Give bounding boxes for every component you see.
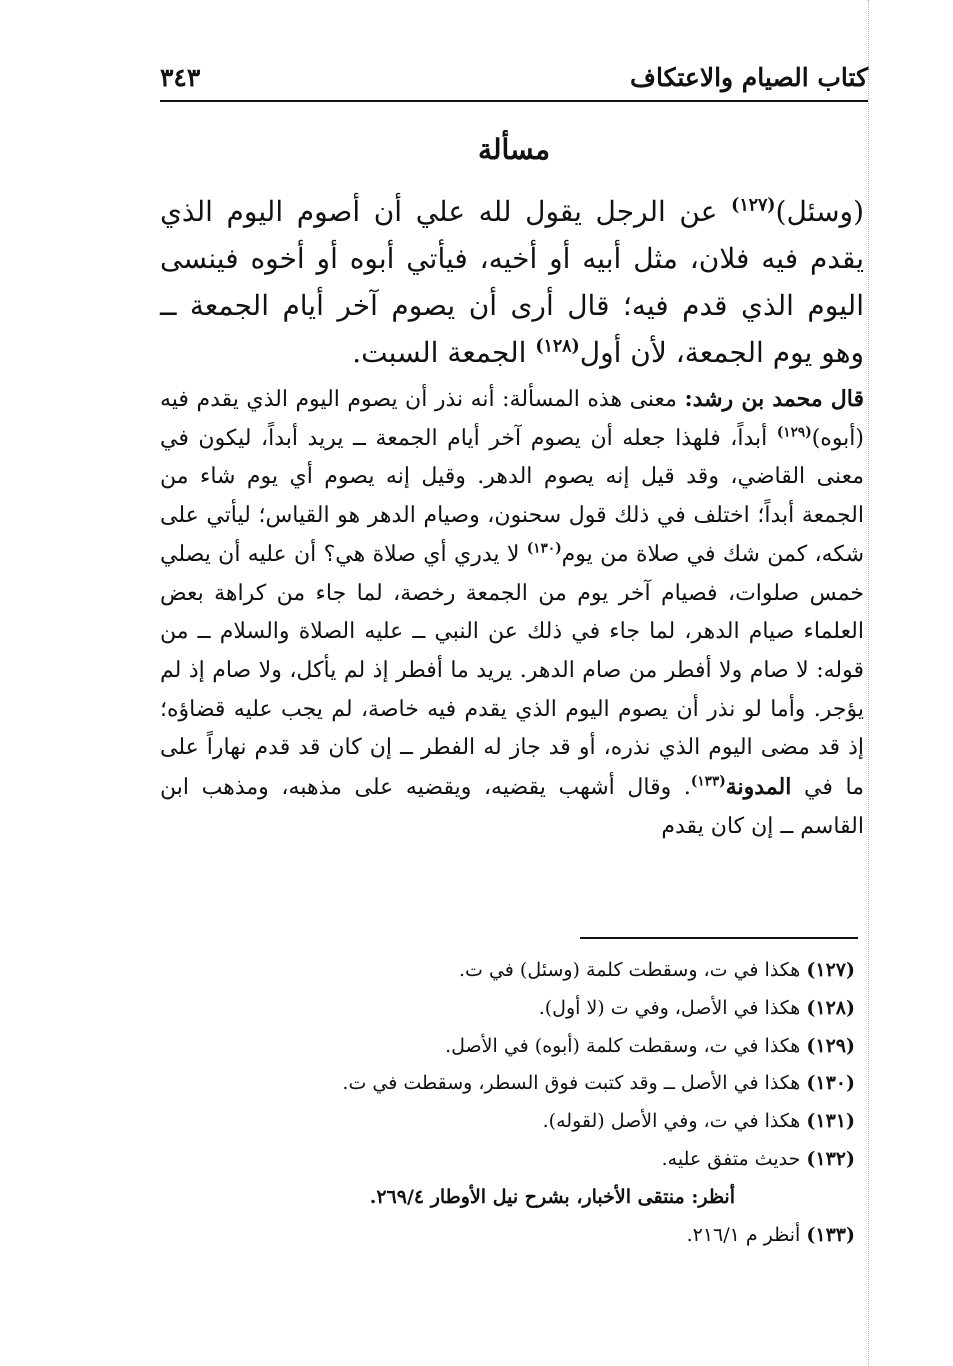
footnote-text: أنظر: منتقى الأخبار، بشرح نيل الأوطار ٢٦٩/٤. [369, 1185, 735, 1208]
para1-text-3: الجمعة السبت. [352, 336, 536, 369]
footnote-number: (١٣٣) [806, 1223, 855, 1246]
footnote-number: (١٢٨) [806, 996, 855, 1019]
page-number: ٣٤٣ [160, 63, 201, 92]
footnote-text: هكذا في الأصل ــ وقد كتبت فوق السطر، وسقطت في ت. [342, 1072, 801, 1095]
source-name-mudawwana: المدونة [725, 774, 792, 801]
footnote-text: أنظر م ٢١٦/١. [686, 1223, 801, 1246]
footnote-text: هكذا في الأصل، وفي ت (لا أول). [538, 996, 801, 1019]
footnote-item-continuation [300, 1179, 855, 1217]
footnote-text: حديث متفق عليه. [661, 1147, 801, 1170]
footnote-text: هكذا في ت، وسقطت كلمة (أبوه) في الأصل. [445, 1034, 801, 1057]
footnote-ref-133: (١٣٣) [690, 773, 726, 790]
para1-text-1: (وسئل) [775, 195, 864, 228]
footnote-text: هكذا في ت، وفي الأصل (لقوله). [542, 1110, 801, 1133]
footnote-number: (١٣١) [806, 1110, 855, 1133]
question-paragraph [160, 188, 864, 376]
footnote-item [300, 952, 855, 990]
page-header [160, 58, 868, 102]
para1-text-2: عن الرجل يقول لله علي أن أصوم اليوم الذي يقدم فيه فلان، مثل أبيه أو أخيه، فيأتي أبوه أو أخوه فينسى اليوم الذي قدم فيه؛ قال أرى أن يصوم آخر أيام الجمعة ــ وهو يوم الجمعة، لأن أول [160, 195, 864, 369]
para2-text-2: أبداً، فلهذا جعله أن يصوم آخر أيام الجمعة ــ يريد أبداً، ليكون في معنى القاضي، وقد قيل إنه يصوم الدهر. وقيل إنه يصوم أي يوم شاء من الجمعة أبداً؛ اختلف في ذلك قول سحنون، وصيام الدهر هو القياس؛ ليأتي على شكه، كمن شك في صلاة من يوم [160, 425, 865, 567]
footnote-number: (١٢٩) [806, 1034, 855, 1057]
para2-text-3: لا يدري أي صلاة هي؟ أن عليه أن يصلي خمس صلوات، فصيام آخر يوم من الجمعة رخصة، لما جاء من كراهة بعض العلماء صيام الدهر، لما جاء في ذلك عن النبي ــ عليه الصلاة والسلام ــ من قوله: لا صام ولا أفطر من صام الدهر. يريد ما أفطر إذ لم يأكل، ولا صام إذ لم يؤجر. وأما لو نذر أن يصوم اليوم الذي يقدم فيه خاصة، لم يجب عليه قضاؤه؛ إذ قد مضى اليوم الذي نذره، أو قد جاز له الفطر ــ إن كان قد قدم نهاراً على ما في [160, 541, 865, 801]
commentary-speaker: قال محمد بن رشد: [684, 386, 864, 412]
running-title: كتاب الصيام والاعتكاف [630, 63, 868, 92]
footnote-item [300, 1065, 855, 1103]
footnote-number: (١٢٧) [806, 959, 855, 981]
commentary-paragraph [160, 380, 864, 846]
footnote-item [300, 1217, 855, 1255]
footnote-ref-128: (١٢٨) [535, 336, 580, 357]
footnote-item [300, 1028, 855, 1066]
footnote-separator [580, 937, 858, 939]
footnote-text: هكذا في ت، وسقطت كلمة (وسئل) في ت. [459, 959, 801, 981]
footnote-ref-129: (١٢٩) [776, 424, 812, 441]
para2-text-1: معنى هذه المسألة: أنه نذر أن يصوم اليوم الذي يقدم فيه (أبوه) [160, 387, 864, 451]
para2-text-4: . وقال أشهب يقضيه، ويقضيه على مذهبه، ومذهب ابن القاسم ــ إن كان يقدم [160, 775, 864, 839]
footnote-item [300, 1141, 855, 1179]
page-edge-line [868, 0, 870, 1366]
header-rule [160, 100, 868, 102]
footnote-item [300, 990, 855, 1028]
chapter-title: مسألة [477, 133, 551, 166]
footnote-number: (١٣٢) [806, 1147, 855, 1170]
footnote-number: (١٣٠) [806, 1072, 855, 1095]
footnotes-list [300, 952, 855, 1254]
footnote-item [300, 1103, 855, 1141]
footnote-ref-127: (١٢٧) [731, 195, 776, 216]
footnote-ref-130: (١٣٠) [526, 540, 562, 557]
